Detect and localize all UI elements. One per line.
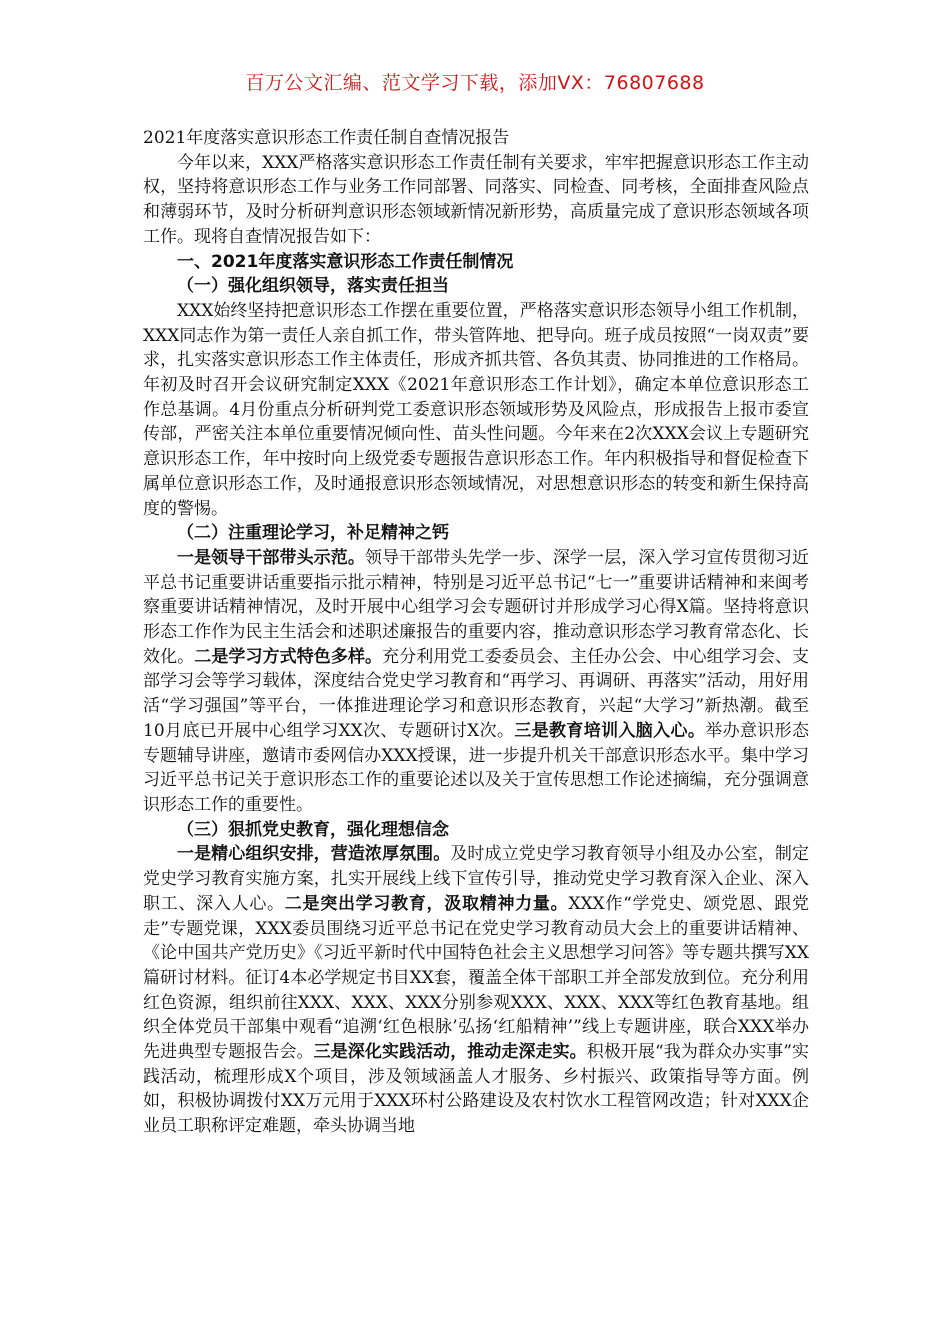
- bold-lead: 二是学习方式特色多样。: [194, 646, 383, 667]
- bold-lead: 二是突出学习教育，汲取精神力量。: [284, 893, 569, 914]
- bold-lead: 一是精心组织安排，营造浓厚氛围。: [177, 844, 451, 865]
- document-title: 2021年度落实意识形态工作责任制自查情况报告: [143, 128, 510, 148]
- body-paragraph: XXX始终坚持把意识形态工作摆在重要位置，严格落实意识形态领导小组工作机制，XXX同志作为第一责任人亲自抓工作，带头管阵地、把导向。班子成员按照“一岗双责”要求，扎实落实意识形态工作主体责任，形成齐抓共管、各负其责、协同推进的工作格局。年初及时召开会议研究制定XXX《2021年意识形态工作计划》，确定本单位意识形态工作总基调。4月份重点分析研判党工委意识形态领域形势及风险点，形成报告上报市委宣传部，严密关注本单位重要情况倾向性、苗头性问题。今年来在2次XXX会议上专题研究意识形态工作，年中按时向上级党委专题报告意识形态工作。年内积极指导和督促检查下属单位意识形态工作，及时通报意识形态领域情况，对思想意识形态的转变和新生保持高度的警惕。: [143, 300, 809, 519]
- body-paragraph: [143, 842, 809, 1138]
- subsection-heading: （二）注重理论学习，补足精神之钙: [177, 523, 449, 544]
- bold-lead: 三是教育培训入脑入心。: [514, 720, 706, 741]
- document-body: [143, 126, 809, 1139]
- paragraph-text: 举办意识形态专题辅导讲座，邀请市委网信办XXX授课，进一步提升机关干部意识形态水平。集中学习习近平总书记关于意识形态工作的重要论述以及关于宣传思想工作论述摘编，充分强调意识形态工作的重要性。: [143, 720, 809, 815]
- subsection-heading: （三）狠抓党史教育，强化理想信念: [177, 819, 449, 840]
- subsection-heading: （一）强化组织领导，落实责任担当: [177, 276, 449, 297]
- intro-paragraph: 今年以来，XXX严格落实意识形态工作责任制有关要求，牢牢把握意识形态工作主动权，坚持将意识形态工作与业务工作同部署、同落实、同检查、同考核，全面排查风险点和薄弱环节，及时分析研判意识形态领域新情况新形势，高质量完成了意识形态领域各项工作。现将自查情况报告如下：: [143, 152, 809, 247]
- bold-lead: 一是领导干部带头示范。: [177, 547, 365, 568]
- paragraph-text: XXX作“学党史、颂党恩、跟党走”专题党课，XXX委员围绕习近平总书记在党史学习教育动员大会上的重要讲话精神、《论中国共产党历史》《习近平新时代中国特色社会主义思想学习问答》等专题共撰写XX篇研讨材料。征订4本必学规定书目XX套，覆盖全体干部职工并全部发放到位。充分利用红色资源，组织前往XXX、XXX、XXX分别参观XXX、XXX、XXX等红色教育基地。组织全体党员干部集中观看“追溯‘红色根脉’弘扬‘红船精神’”线上专题讲座，联合XXX举办先进典型专题报告会。: [143, 893, 810, 1063]
- paragraph-text: 及时成立党史学习教育领导小组及办公室，制定党史学习教育实施方案，扎实开展线上线下宣传引导，推动党史学习教育深入企业、深入职工、深入人心。: [143, 844, 810, 914]
- bold-lead: 三是深化实践活动，推动走深走实。: [313, 1042, 587, 1063]
- section-heading: 一、2021年度落实意识形态工作责任制情况: [177, 251, 514, 272]
- paragraph-text: 领导干部带头先学一步、深学一层，深入学习宣传贯彻习近平总书记重要讲话重要指示批示精神，特别是习近平总书记“七一”重要讲话精神和来闽考察重要讲话精神情况，及时开展中心组学习会专题研讨并形成学习心得X篇。坚持将意识形态工作作为民主生活会和述职述廉报告的重要内容，推动意识形态学习教育常态化、长效化。: [143, 547, 810, 667]
- paragraph-text: 充分利用党工委委员会、主任办公会、中心组学习会、支部学习会等学习载体，深度结合党史学习教育和“再学习、再调研、再落实”活动，用好用活“学习强国”等平台，一体推进理论学习和意识形态教育，兴起“大学习”新热潮。截至10月底已开展中心组学习XX次、专题研讨X次。: [143, 646, 810, 741]
- body-paragraph: [143, 546, 809, 818]
- watermark-banner: 百万公文汇编、范文学习下载，添加VX：76807688: [245, 72, 705, 94]
- paragraph-text: 积极开展“我为群众办实事”实践活动，梳理形成X个项目，涉及领域涵盖人才服务、乡村振兴、政策指导等方面。例如，积极协调拨付XX万元用于XXX环村公路建设及农村饮水工程管网改造；针对XXX企业员工职称评定难题，牵头协调当地: [143, 1042, 810, 1137]
